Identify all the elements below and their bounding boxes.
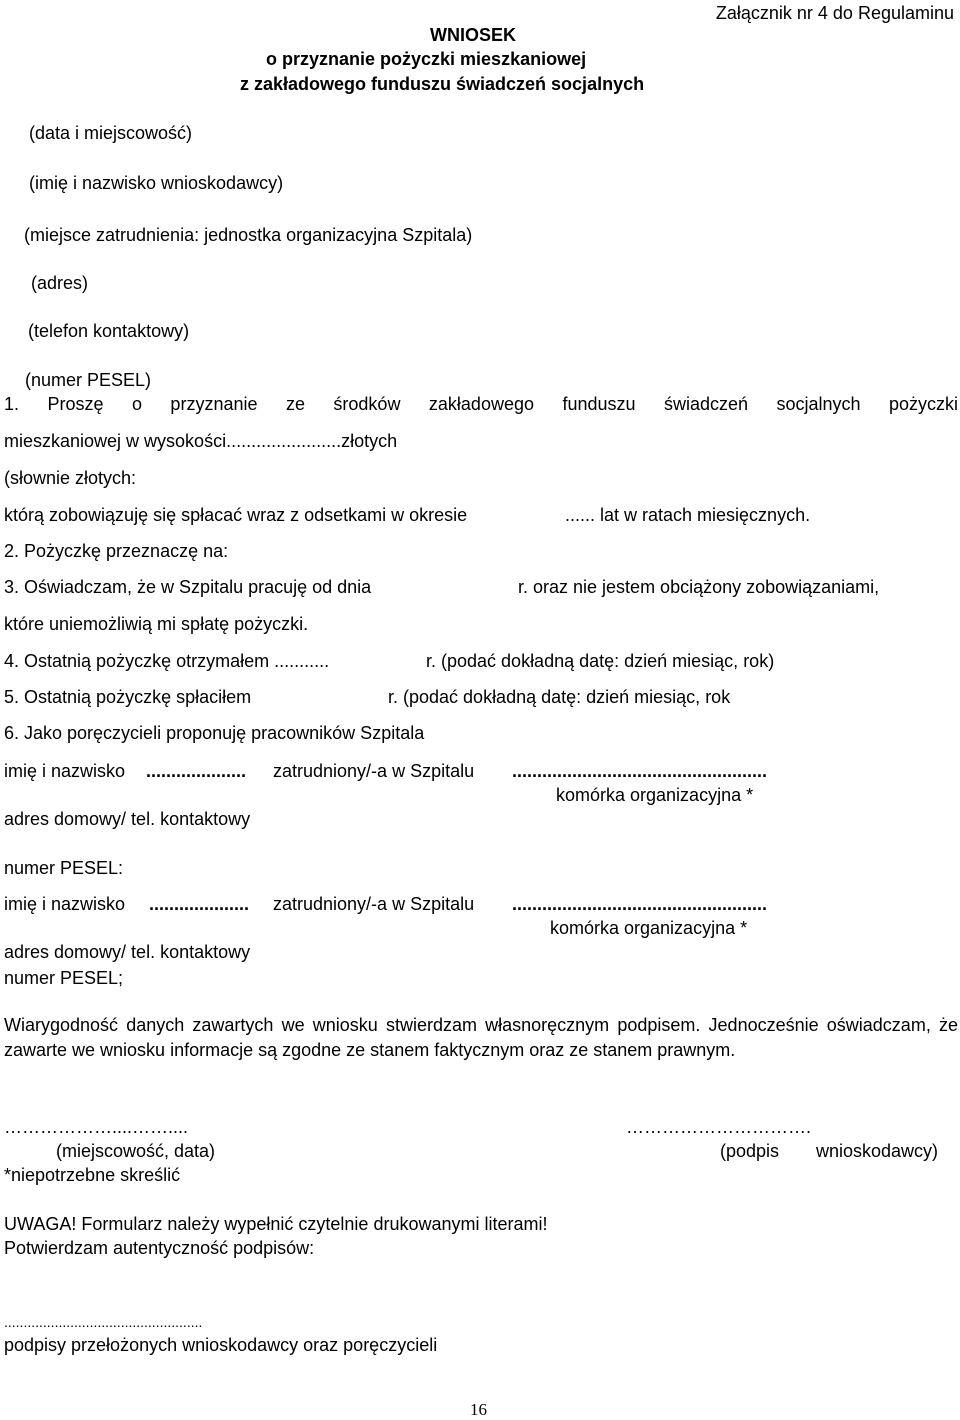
guarantor-2-pesel-label: numer PESEL;: [4, 968, 124, 988]
form-subtitle-2: z zakładowego funduszu świadczeń socjalnych: [240, 74, 645, 94]
workplace-label: (miejsce zatrudnienia: jednostka organizacyjna Szpitala): [24, 225, 473, 245]
address-label: (adres): [31, 273, 89, 293]
footnote: *niepotrzebne skreślić: [4, 1165, 181, 1185]
item-2: 2. Pożyczkę przeznaczę na:: [4, 541, 229, 561]
form-subtitle: o przyznanie pożyczki mieszkaniowej: [266, 49, 587, 69]
guarantor-2-employed-dots: ...................................................: [512, 894, 768, 914]
signature-label-a: (podpis: [720, 1141, 780, 1161]
applicant-name-label: (imię i nazwisko wnioskodawcy): [29, 173, 284, 193]
phone-label: (telefon kontaktowy): [28, 321, 190, 341]
signature-confirmation: Potwierdzam autentyczność podpisów:: [4, 1238, 315, 1258]
pesel-label: (numer PESEL): [25, 370, 152, 390]
form-title: WNIOSEK: [430, 25, 517, 45]
supervisors-signatures-label: podpisy przełożonych wnioskodawcy oraz poręczycieli: [4, 1335, 438, 1355]
guarantor-2-address-label: adres domowy/ tel. kontaktowy: [4, 942, 251, 962]
guarantor-1-unit-label: komórka organizacyjna *: [556, 785, 754, 805]
item-1-line-4a: którą zobowiązuję się spłacać wraz z odsetkami w okresie: [4, 505, 468, 525]
guarantor-1-address-label: adres domowy/ tel. kontaktowy: [4, 809, 251, 829]
guarantor-1-employed-label: zatrudniony/-a w Szpitalu: [273, 761, 475, 781]
guarantor-1-employed-dots: ...................................................: [512, 761, 768, 781]
item-5a: 5. Ostatnią pożyczkę spłaciłem: [4, 687, 252, 707]
declaration-text: Wiarygodność danych zawartych we wniosku stwierdzam własnoręcznym podpisem. Jednocześnie oświadczam, że zawarte we wniosku informacje są zgodne ze stanem faktycznym oraz ze stanem prawnym.: [4, 1015, 958, 1060]
guarantor-2-unit-label: komórka organizacyjna *: [550, 918, 748, 938]
item-6: 6. Jako poręczycieli proponuję pracowników Szpitala: [4, 723, 425, 743]
item-4a: 4. Ostatnią pożyczkę otrzymałem ...........: [4, 651, 330, 671]
supervisors-dots: ...................................................: [4, 1314, 203, 1330]
warning-notice: UWAGA! Formularz należy wypełnić czytelnie drukowanymi literami!: [4, 1214, 548, 1234]
item-3-line-1a: 3. Oświadczam, że w Szpitalu pracuję od dnia: [4, 577, 372, 597]
page-number: 16: [470, 1400, 487, 1419]
guarantor-2-employed-label: zatrudniony/-a w Szpitalu: [273, 894, 475, 914]
guarantor-2-name-dots: ....................: [149, 894, 250, 914]
item-3-line-1b: r. oraz nie jestem obciążony zobowiązaniami,: [518, 577, 880, 597]
guarantor-1-pesel-label: numer PESEL:: [4, 858, 124, 878]
item-1-line-2: mieszkaniowej w wysokości.......................złotych: [4, 431, 398, 451]
signature-dots: ………………………….: [626, 1117, 812, 1137]
item-4b: r. (podać dokładną datę: dzień miesiąc, rok): [426, 651, 775, 671]
place-date-dots: ………………....……....: [4, 1117, 189, 1137]
item-1-line-3: (słownie złotych:: [4, 468, 137, 488]
signature-label-b: wnioskodawcy): [816, 1141, 939, 1161]
guarantor-2-name-label: imię i nazwisko: [4, 894, 126, 914]
date-place-label: (data i miejscowość): [29, 123, 193, 143]
item-3-line-2: które uniemożliwią mi spłatę pożyczki.: [4, 614, 309, 634]
guarantor-1-name-label: imię i nazwisko: [4, 761, 126, 781]
place-date-label: (miejscowość, data): [56, 1141, 216, 1161]
item-1-line-1: 1. Proszę o przyznanie ze środków zakładowego funduszu świadczeń socjalnych pożyczki: [4, 394, 958, 414]
item-1-line-4b: ...... lat w ratach miesięcznych.: [565, 505, 811, 525]
item-5b: r. (podać dokładną datę: dzień miesiąc, rok: [388, 687, 731, 707]
guarantor-1-name-dots: ....................: [146, 761, 247, 781]
annex-label: Załącznik nr 4 do Regulaminu: [715, 3, 954, 23]
